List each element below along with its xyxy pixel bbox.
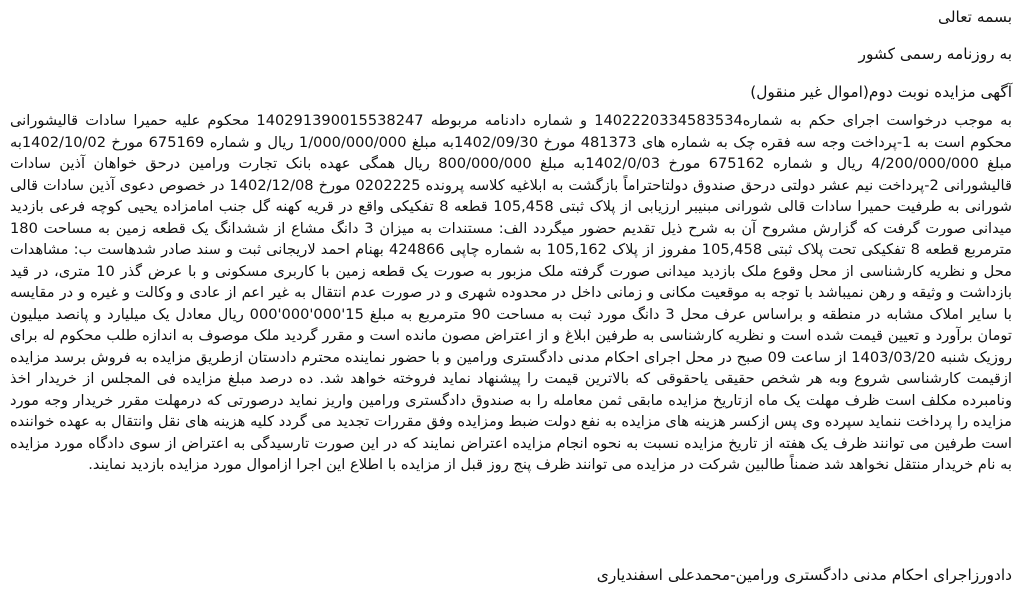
- notice-body: به موجب درخواست اجرای حکم به شماره140222033458353‌4 و شماره دادنامه مربوطه 140291390015538247 محکوم علیه حمیرا سادات قالیشورانی محکوم است به 1-پرداخت وجه سه فقره چک به شماره های 481373 مورخ 1402/09/30به مبلغ 1/000/000/000 ریال و شماره 675169 مورخ 1402/10/02به مبلغ 4/200/000/000 ریال و شماره 675162 مورخ 1402/0/03به مبلغ 800/000/000 ریال همگی عهده بانک تجارت ورامین درحق خواهان آذین سادات قالیشورانی 2-پرداخت نیم عشر دولتی درحق صندوق دولتاحتراماً بازگشت به ابلاغیه کلاسه پرونده 0202225 مورخ 1402/12/08 در خصوص دعوی آذین سادات قالی شورانی به طرفیت حمیرا سادات قالی شورانی مبنیبر ارزیابی از پلاک ثبتی 105,458 قطعه 8 تفکیکی واقع در قریه کهنه گل جنب امامزاده یحیی کوچه فرعی بازدید میدانی صورت گرفت که گزارش مشروح آن به شرح ذیل تقدیم حضور میگردد الف: مستندات به میزان 3 دانگ مشاع از ششدانگ یک قطعه زمین به مساحت 180 مترمربع قطعه 8 تفکیکی تحت پلاک ثبتی 105,458 مفروز از پلاک 105,162 به شماره چاپی 424866 بهنام احمد لاریجانی ثبت و سند صادر شدهاست ب: مشاهدات محل و نظریه کارشناسی از محل وقوع ملک بازدید میدانی صورت گرفته ملک مزبور به صورت یک قطعه زمین با کاربری مسکونی و با عرض گذر 10 متری، در قید بازداشت و وثیقه و رهن نمیباشد با توجه به موقعیت مکانی و زمانی داخل در محدوده شهری و در صورت عدم انتقال به غیر اعم از عادی و وکالت و غیره و در مقایسه با سایر املاک مشابه در منطقه و براساس عرف محل 3 دانگ مورد ثبت به مساحت 90 مترمربع به مبلغ 15'000'000'000 ریال معادل یک میلیارد و پانصد میلیون تومان برآورد و تعیین قیمت شده است و نظریه کارشناسی به طرفین ابلاغ و از اعتراض مصون مانده است و مقرر گردید ملک موصوف به اندازه طلب محکوم له برای روزیک شنبه 1403/03/20 از ساعت 09 صبح در محل اجرای احکام مدنی دادگستری ورامین و با حضور نماینده محترم دادستان ازطریق مزایده به فروش برسد مزایده ازقیمت کارشناسی شروع وبه هر شخص حقیقی یاحقوقی که بالاترین قیمت را پیشنهاد نماید فروخته خواهد شد. ده درصد مبلغ مزایده فی المجلس از خریدار اخذ ونامبرده مکلف است ظرف مهلت یک ماه ازتاریخ مزایده مابقی ثمن معامله را به صندوق دادگستری ورامین واریز نماید درصورتی که درمهلت مقرر خریدار وجه مورد مزایده را پرداخت ننماید سپرده وی پس ازکسر هزینه های مزایده به نفع دولت ضبط ومزایده وفق مقررات تجدید می گردد کلیه هزینه های نقل وانتقال به عهده خواننده است طرفین می توانند ظرف یک هفته از تاریخ مزایده نسبت به نحوه انجام مزایده اعتراض نمایند که در این صورت تارسیدگی به اعتراض از سوی دادگاه مورد مزایده به نام خریدار منتقل نخواهد شد ضمناً طالبین شرکت در مزایده می توانند ظرف پنج روز قبل از مزایده با اطلاع این اجرا ازاموال مورد مزایده بازدید نمایند.: [10, 112, 1012, 473]
- signature-line: دادورزاجرای احکام مدنی دادگستری ورامین-محمدعلی اسفندیاری: [596, 566, 1012, 584]
- invocation-heading: بسمه تعالی: [938, 8, 1012, 26]
- newspaper-line: به روزنامه رسمی کشور: [858, 45, 1012, 63]
- notice-title: آگهی مزایده نوبت دوم(اموال غیر منقول): [750, 83, 1012, 101]
